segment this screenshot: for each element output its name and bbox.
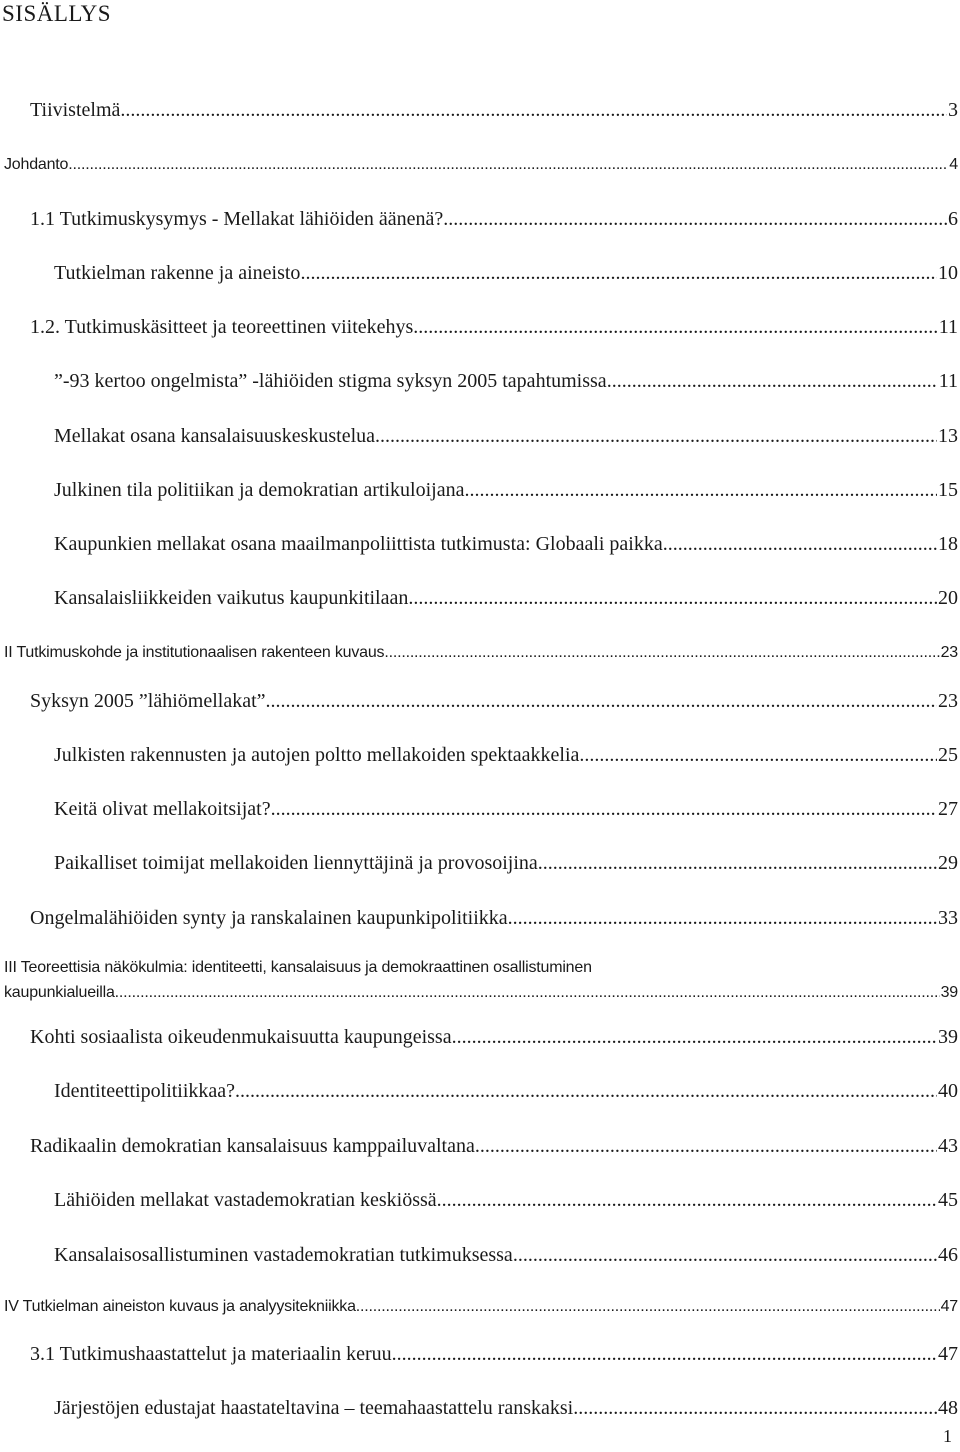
toc-entry-page: 43 [938, 1135, 958, 1157]
toc-leader-dots [464, 478, 937, 502]
toc-entry[interactable] [54, 1079, 958, 1103]
toc-entry[interactable] [54, 586, 958, 610]
toc-leader-dots [573, 1396, 937, 1420]
toc-entry-title: Kansalaisosallistuminen vastademokratian tutkimuksessa [54, 1244, 513, 1266]
toc-entry[interactable] [30, 1342, 958, 1366]
toc-entry[interactable] [54, 1188, 958, 1212]
toc-leader-dots [443, 207, 947, 231]
toc-entry-title: Identiteettipolitiikkaa? [54, 1080, 236, 1102]
toc-leader-dots [508, 906, 937, 930]
toc-entry-title: kaupunkialueilla [4, 984, 115, 1001]
toc-leader-dots [356, 1295, 940, 1319]
toc-entry-page: 29 [938, 852, 958, 874]
toc-entry-page: 3 [948, 99, 958, 121]
toc-entry-title: Kansalaisliikkeiden vaikutus kaupunkitilaan [54, 587, 409, 609]
toc-entry-title: 1.2. Tutkimuskäsitteet ja teoreettinen viitekehys [30, 316, 414, 338]
toc-leader-dots [115, 981, 940, 1005]
toc-leader-dots [513, 1243, 937, 1267]
toc-entry[interactable] [30, 1134, 958, 1158]
toc-entry-page: 39 [938, 1026, 958, 1048]
toc-entry-page: 47 [940, 1298, 958, 1315]
toc-entry-title: Ongelmalähiöiden synty ja ranskalainen kaupunkipolitiikka [30, 907, 508, 929]
toc-heading: SISÄLLYS [2, 1, 112, 26]
toc-entry[interactable] [54, 797, 958, 821]
toc-entry[interactable] [4, 981, 958, 1005]
toc-entry-page: 10 [938, 262, 958, 284]
toc-entry-page: 23 [940, 644, 958, 661]
toc-leader-dots [413, 315, 937, 339]
toc-leader-dots [663, 532, 937, 556]
toc-entry-title: Kaupunkien mellakat osana maailmanpoliittista tutkimusta: Globaali paikka [54, 533, 663, 555]
toc-entry-title: Johdanto [4, 156, 69, 173]
toc-leader-dots [392, 1342, 937, 1366]
toc-entry-page: 45 [938, 1189, 958, 1211]
toc-leader-dots [475, 1134, 937, 1158]
toc-entry[interactable] [30, 98, 958, 122]
toc-leader-dots [300, 261, 937, 285]
toc-leader-dots [579, 743, 937, 767]
toc-entry-title: Järjestöjen edustajat haastateltavina – teemahaastattelu ranskaksi [54, 1397, 574, 1419]
toc-entry-page: 6 [948, 208, 958, 230]
toc-entry-title: Paikalliset toimijat mellakoiden liennyttäjinä ja provosoijina [54, 852, 538, 874]
toc-entry[interactable] [54, 478, 958, 502]
toc-entry[interactable] [4, 641, 958, 665]
toc-entry-title: 3.1 Tutkimushaastattelut ja materiaalin keruu [30, 1343, 392, 1365]
toc-entry-page: 11 [938, 316, 958, 338]
toc-entry-title: Keitä olivat mellakoitsijat? [54, 798, 271, 820]
toc-entry-page: 33 [938, 907, 958, 929]
toc-entry-title: Kohti sosiaalista oikeudenmukaisuutta kaupungeissa [30, 1026, 452, 1048]
toc-leader-dots [120, 98, 947, 122]
toc-entry-page: 39 [940, 984, 958, 1001]
toc-entry[interactable] [54, 743, 958, 767]
toc-entry-page: 47 [938, 1343, 958, 1365]
toc-entry[interactable] [30, 315, 958, 339]
toc-entry-title-line1: III Teoreettisia näkökulmia: identiteetti, kansalaisuus ja demokraattinen osallistuminen [4, 959, 592, 976]
toc-entry-page: 18 [938, 533, 958, 555]
toc-leader-dots [452, 1025, 937, 1049]
page-number: 1 [943, 1426, 952, 1446]
toc-entry[interactable] [30, 689, 958, 713]
toc-entry-page: 11 [938, 370, 958, 392]
toc-entry[interactable] [4, 153, 958, 177]
toc-entry[interactable] [54, 851, 958, 875]
toc-entry[interactable] [54, 424, 958, 448]
toc-entry-page: 27 [938, 798, 958, 820]
toc-entry-page: 48 [938, 1397, 958, 1419]
toc-entry-page: 23 [938, 690, 958, 712]
toc-entry-title: Tutkielman rakenne ja aineisto [54, 262, 301, 284]
toc-entry-title: Tiivistelmä [30, 99, 121, 121]
toc-leader-dots [68, 153, 948, 177]
toc-entry-page: 20 [938, 587, 958, 609]
toc-entry[interactable] [54, 261, 958, 285]
toc-entry-title: Julkinen tila politiikan ja demokratian artikuloijana [54, 479, 465, 501]
toc-entry[interactable] [30, 906, 958, 930]
toc-entry-title: Syksyn 2005 ”lähiömellakat” [30, 690, 266, 712]
toc-entry-title: ”-93 kertoo ongelmista” -lähiöiden stigma syksyn 2005 tapahtumissa [54, 370, 607, 392]
toc-leader-dots [266, 689, 937, 713]
toc-entry[interactable] [30, 1025, 958, 1049]
toc-entry-page: 40 [938, 1080, 958, 1102]
toc-leader-dots [437, 1188, 937, 1212]
toc-entry-title: IV Tutkielman aineiston kuvaus ja analyysitekniikka [4, 1298, 356, 1315]
toc-entry-page: 4 [949, 156, 958, 173]
toc-entry-page: 15 [938, 479, 958, 501]
toc-entry[interactable] [54, 369, 958, 393]
toc-entry-page: 46 [938, 1244, 958, 1266]
toc-entry[interactable] [4, 1295, 958, 1319]
toc-leader-dots [375, 424, 937, 448]
toc-entry-title: Radikaalin demokratian kansalaisuus kamppailuvaltana [30, 1135, 475, 1157]
toc-leader-dots [271, 797, 937, 821]
toc-leader-dots [408, 586, 937, 610]
toc-entry[interactable] [54, 1396, 958, 1420]
toc-entry-page: 25 [938, 744, 958, 766]
toc-entry-title: Julkisten rakennusten ja autojen poltto mellakoiden spektaakkelia [54, 744, 580, 766]
toc-leader-dots [538, 851, 937, 875]
toc-entry[interactable] [54, 1243, 958, 1267]
toc-leader-dots [384, 641, 939, 665]
toc-entry-title: Mellakat osana kansalaisuuskeskustelua [54, 425, 376, 447]
toc-entry-title: Lähiöiden mellakat vastademokratian keskiössä [54, 1189, 437, 1211]
toc-entry-page: 13 [938, 425, 958, 447]
toc-leader-dots [607, 369, 938, 393]
toc-entry[interactable] [54, 532, 958, 556]
toc-entry[interactable] [30, 207, 958, 231]
toc-entry-title: II Tutkimuskohde ja institutionaalisen rakenteen kuvaus [4, 644, 385, 661]
toc-entry-title: 1.1 Tutkimuskysymys - Mellakat lähiöiden äänenä? [30, 208, 444, 230]
toc-leader-dots [235, 1079, 937, 1103]
